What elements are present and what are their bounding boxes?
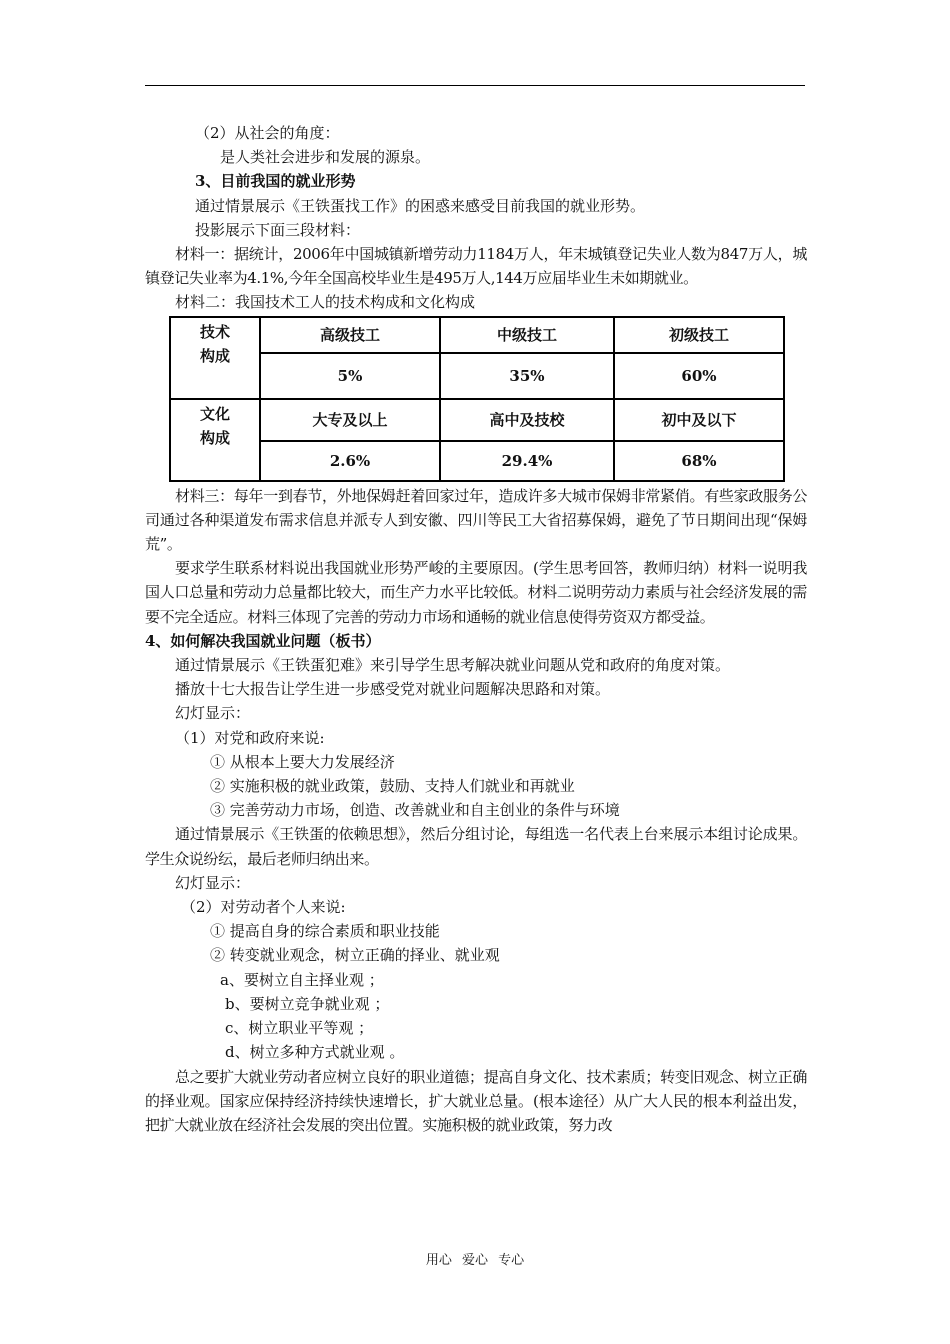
list-item: c、树立职业平等观 ； bbox=[225, 1019, 374, 1038]
list-item: ① 从根本上要大力发展经济 bbox=[210, 752, 395, 771]
list-item: b、要树立竞争就业观 ； bbox=[225, 994, 390, 1013]
composition-table-wrap bbox=[169, 316, 785, 482]
paragraph-material-1: 材料一：据统计，2006年中国城镇新增劳动力1184万人，年末城镇登记失业人数为847万人，城镇登记失业率为4.1%,今年全国高校毕业生是495万人,144万应届毕业生未如期就业。 bbox=[145, 245, 807, 288]
paragraph-report: 播放十七大报告让学生进一步感受党对就业问题解决思路和对策。 bbox=[175, 680, 611, 699]
table-row bbox=[170, 399, 784, 441]
paragraph-party-government: （1）对党和政府来说: bbox=[175, 728, 325, 747]
table-header-cell: 高级技工 bbox=[260, 317, 440, 353]
list-item: ③ 完善劳动力市场，创造、改善就业和自主创业的条件与环境 bbox=[210, 801, 620, 820]
paragraph-analysis: 要求学生联系材料说出我国就业形势严峻的主要原因。(学生思考回答，教师归纳）材料一说明我国人口总量和劳动力总量都比较大，而生产力水平比较低。材料二说明劳动力素质与社会经济发展的需要不完全适应。材料三体现了完善的劳动力市场和通畅的就业信息使得劳资双方都受益。 bbox=[145, 559, 807, 626]
paragraph-slide-label-2: 幻灯显示： bbox=[175, 873, 251, 892]
row-label-culture: 文化 构成 bbox=[170, 399, 260, 481]
table-value-cell: 29.4% bbox=[440, 441, 614, 481]
paragraph-scenario-3: 通过情景展示《王铁蛋的依赖思想》，然后分组讨论，每组选一名代表上台来展示本组讨论成果。学生众说纷纭，最后老师归纳出来。 bbox=[145, 825, 807, 868]
table-value-cell: 2.6% bbox=[260, 441, 440, 481]
list-item: ① 提高自身的综合素质和职业技能 bbox=[210, 922, 440, 941]
paragraph-slide-label-1: 幻灯显示： bbox=[175, 704, 251, 723]
table-header-cell: 初级技工 bbox=[614, 317, 784, 353]
document-body bbox=[145, 121, 807, 1137]
section-heading-employment-situation: 3、目前我国的就业形势 bbox=[195, 172, 356, 191]
paragraph-summary: 总之要扩大就业劳动者应树立良好的职业道德；提高自身文化、技术素质；转变旧观念、树立正确的择业观。国家应保持经济持续快速增长，扩大就业总量。(根本途径）从广大人民的根本利益出发，把扩大就业放在经济社会发展的突出位置。实施积极的就业政策，努力改 bbox=[145, 1067, 807, 1134]
table-row bbox=[170, 441, 784, 481]
table-header-cell: 中级技工 bbox=[440, 317, 614, 353]
paragraph-scenario-2: 通过情景展示《王铁蛋犯难》来引导学生思考解决就业问题从党和政府的角度对策。 bbox=[175, 656, 731, 675]
page-footer: 用心 爱心 专心 bbox=[425, 1253, 525, 1268]
list-item: d、树立多种方式就业观 。 bbox=[225, 1043, 405, 1062]
paragraph-scenario-1: 通过情景展示《王铁蛋找工作》的困惑来感受目前我国的就业形势。 bbox=[195, 196, 646, 215]
paragraph-projection: 投影展示下面三段材料： bbox=[195, 220, 361, 239]
table-header-cell: 大专及以上 bbox=[260, 399, 440, 441]
paragraph-social-angle: （2）从社会的角度： bbox=[195, 124, 340, 142]
paragraph-material-3: 材料三：每年一到春节，外地保姆赶着回家过年，造成许多大城市保姆非常紧俏。有些家政服务公司通过各种渠道发布需求信息并派专人到安徽、四川等民工大省招募保姆，避免了节日期间出现“保姆荒”。 bbox=[145, 486, 807, 554]
header-rule bbox=[145, 85, 805, 86]
table-value-cell: 68% bbox=[614, 441, 784, 481]
list-item: ② 转变就业观念，树立正确的择业、就业观 bbox=[210, 946, 500, 965]
paragraph-individual-workers: （2）对劳动者个人来说: bbox=[181, 898, 346, 917]
table-value-cell: 35% bbox=[440, 353, 614, 399]
composition-table bbox=[169, 316, 785, 482]
table-value-cell: 60% bbox=[614, 353, 784, 399]
section-heading-solutions: 4、如何解决我国就业问题（板书） bbox=[145, 631, 381, 650]
list-item: ② 实施积极的就业政策，鼓励、支持人们就业和再就业 bbox=[210, 777, 575, 796]
row-label-skill: 技术 构成 bbox=[170, 317, 260, 399]
table-header-cell: 初中及以下 bbox=[614, 399, 784, 441]
table-value-cell: 5% bbox=[260, 353, 440, 399]
table-row bbox=[170, 353, 784, 399]
paragraph-source-of-progress: 是人类社会进步和发展的源泉。 bbox=[220, 148, 431, 167]
paragraph-material-2-caption: 材料二：我国技术工人的技术构成和文化构成 bbox=[175, 293, 476, 312]
table-row bbox=[170, 317, 784, 353]
table-header-cell: 高中及技校 bbox=[440, 399, 614, 441]
list-item: a、要树立自主择业观 ； bbox=[220, 970, 384, 989]
